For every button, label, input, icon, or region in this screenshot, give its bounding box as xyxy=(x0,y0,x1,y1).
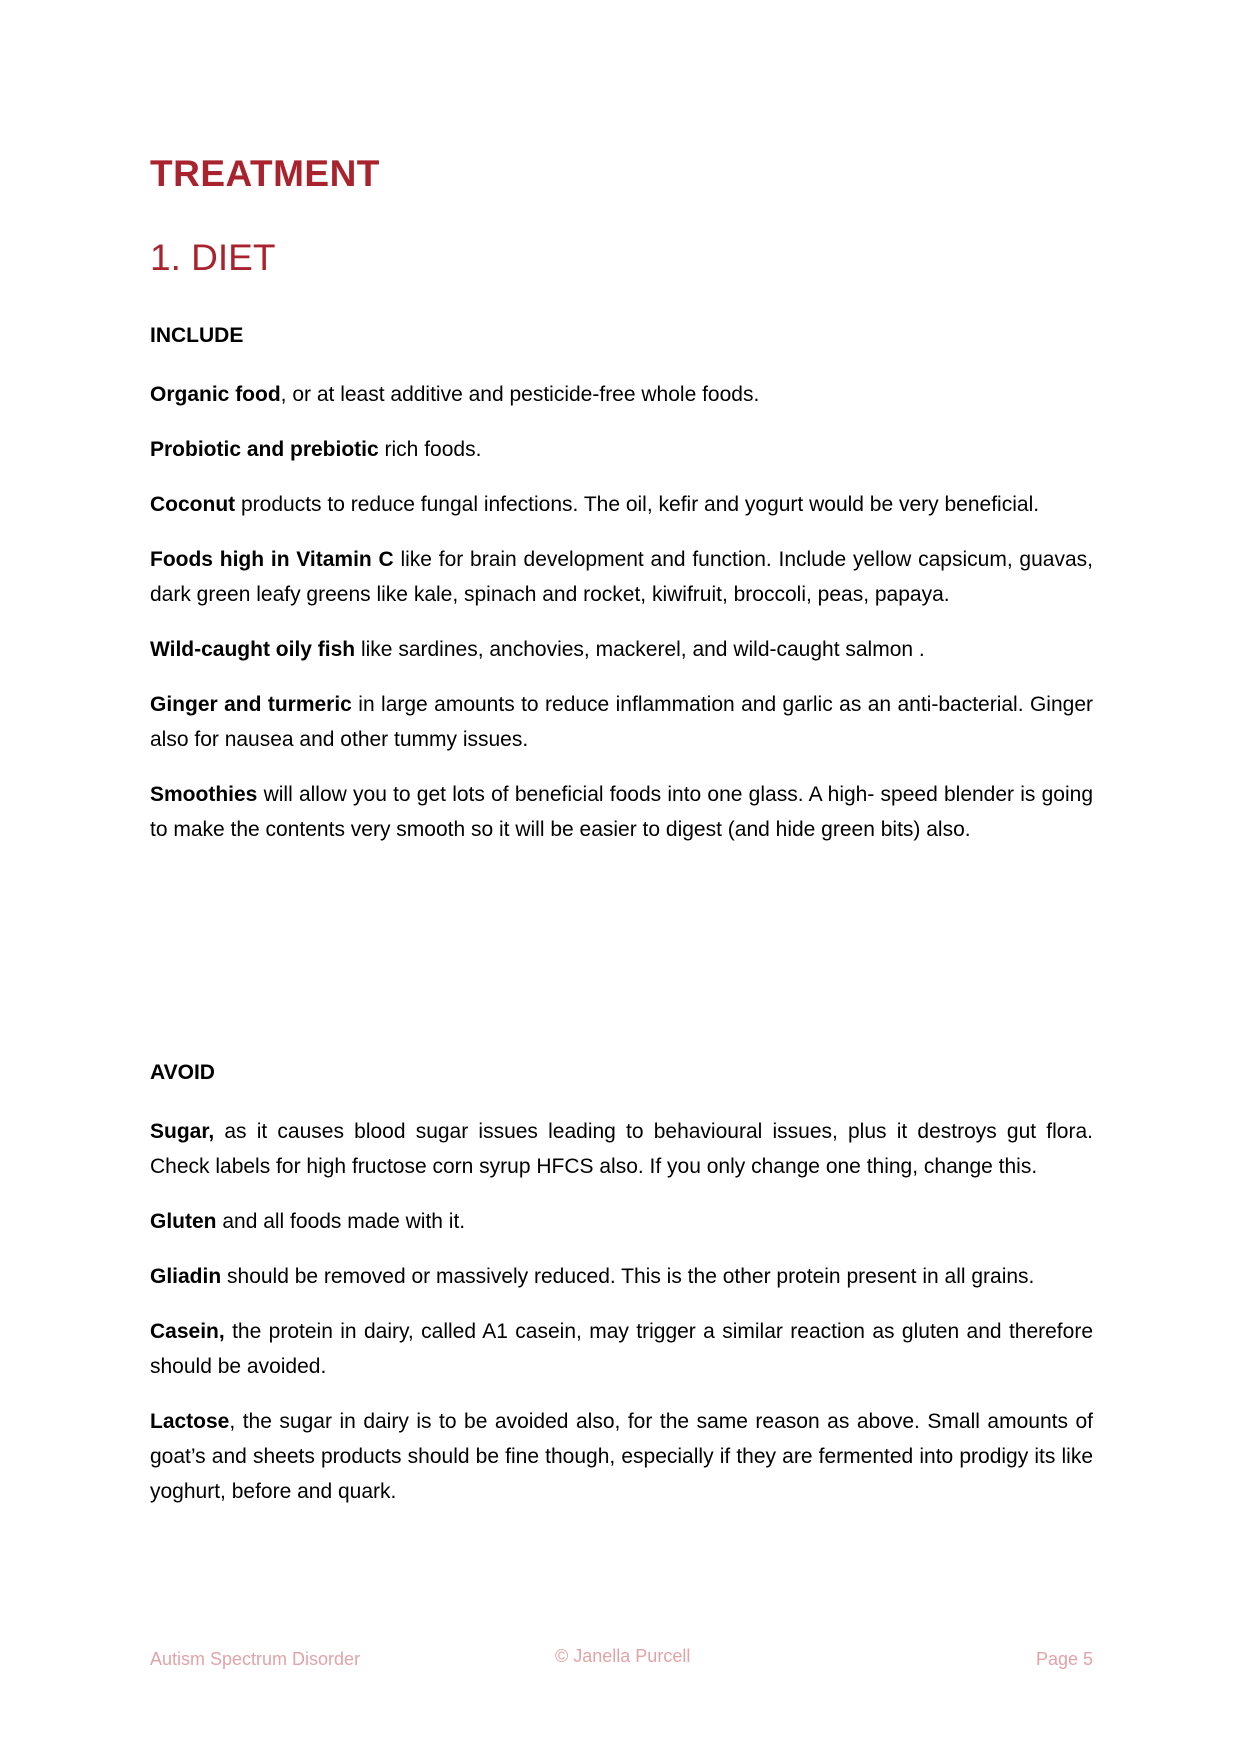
item-text: like sardines, anchovies, mackerel, and wild-caught salmon . xyxy=(355,638,925,661)
item-text: as it causes blood sugar issues leading to behavioural issues, plus it destroys gut flora. Check labels for high fructose corn syrup HFCS also. If you only change one thing, change this. xyxy=(150,1120,1093,1178)
item-lead: Gliadin xyxy=(150,1265,222,1288)
item-text: rich foods. xyxy=(378,438,482,461)
item-text: and all foods made with it. xyxy=(216,1210,466,1233)
item-lead: Coconut xyxy=(150,493,236,516)
include-section xyxy=(150,322,1093,867)
item-text: , the sugar in dairy is to be avoided also, for the same reason as above. Small amounts of goat’s and sheets products should be fine though, especially if they are fermented into prodigy its like yoghurt, before and quark. xyxy=(150,1410,1093,1503)
item-text: , or at least additive and pesticide-free whole foods. xyxy=(280,383,760,406)
include-item xyxy=(150,632,1093,667)
item-lead: Sugar, xyxy=(150,1120,215,1143)
item-text: like for brain development and function. Include yellow capsicum, guavas, dark green leafy greens like kale, spinach and rocket, kiwifruit, broccoli, peas, papaya. xyxy=(150,548,1093,606)
avoid-item xyxy=(150,1314,1093,1384)
include-item xyxy=(150,542,1093,612)
page-title: TREATMENT xyxy=(150,153,380,194)
include-item xyxy=(150,687,1093,757)
item-lead: Smoothies xyxy=(150,783,258,806)
include-item xyxy=(150,377,1093,412)
item-lead: Casein, xyxy=(150,1320,225,1343)
item-lead: Ginger and turmeric xyxy=(150,693,352,716)
item-lead: Organic food xyxy=(150,383,281,406)
item-text: should be removed or massively reduced. This is the other protein present in all grains. xyxy=(221,1265,1035,1288)
include-heading: INCLUDE xyxy=(150,324,244,347)
include-item xyxy=(150,487,1093,522)
item-text: in large amounts to reduce inflammation and garlic as an anti-bacterial. Ginger also for nausea and other tummy issues. xyxy=(150,693,1093,751)
section-heading: 1. DIET xyxy=(150,237,276,278)
document-page xyxy=(150,0,1093,1753)
include-item xyxy=(150,432,1093,467)
item-lead: Probiotic and prebiotic xyxy=(150,438,379,461)
footer-page-number: Page 5 xyxy=(1035,1649,1093,1669)
footer-copyright: © Janella Purcell xyxy=(555,1646,691,1666)
item-text: will allow you to get lots of beneficial foods into one glass. A high- speed blender is going to make the contents very smooth so it will be easier to digest (and hide green bits) also. xyxy=(150,783,1093,841)
avoid-section xyxy=(150,1059,1093,1529)
item-lead: Wild-caught oily fish xyxy=(150,638,356,661)
include-item xyxy=(150,777,1093,847)
item-lead: Lactose xyxy=(150,1410,230,1433)
footer-document-title: Autism Spectrum Disorder xyxy=(150,1649,361,1669)
avoid-heading: AVOID xyxy=(150,1061,215,1084)
item-lead: Foods high in Vitamin C xyxy=(150,548,394,571)
avoid-item xyxy=(150,1114,1093,1184)
item-text: products to reduce fungal infections. The oil, kefir and yogurt would be very beneficial. xyxy=(235,493,1040,516)
avoid-item xyxy=(150,1204,1093,1239)
avoid-item xyxy=(150,1259,1093,1294)
avoid-item xyxy=(150,1404,1093,1509)
item-text: the protein in dairy, called A1 casein, may trigger a similar reaction as gluten and therefore should be avoided. xyxy=(150,1320,1093,1378)
item-lead: Gluten xyxy=(150,1210,217,1233)
